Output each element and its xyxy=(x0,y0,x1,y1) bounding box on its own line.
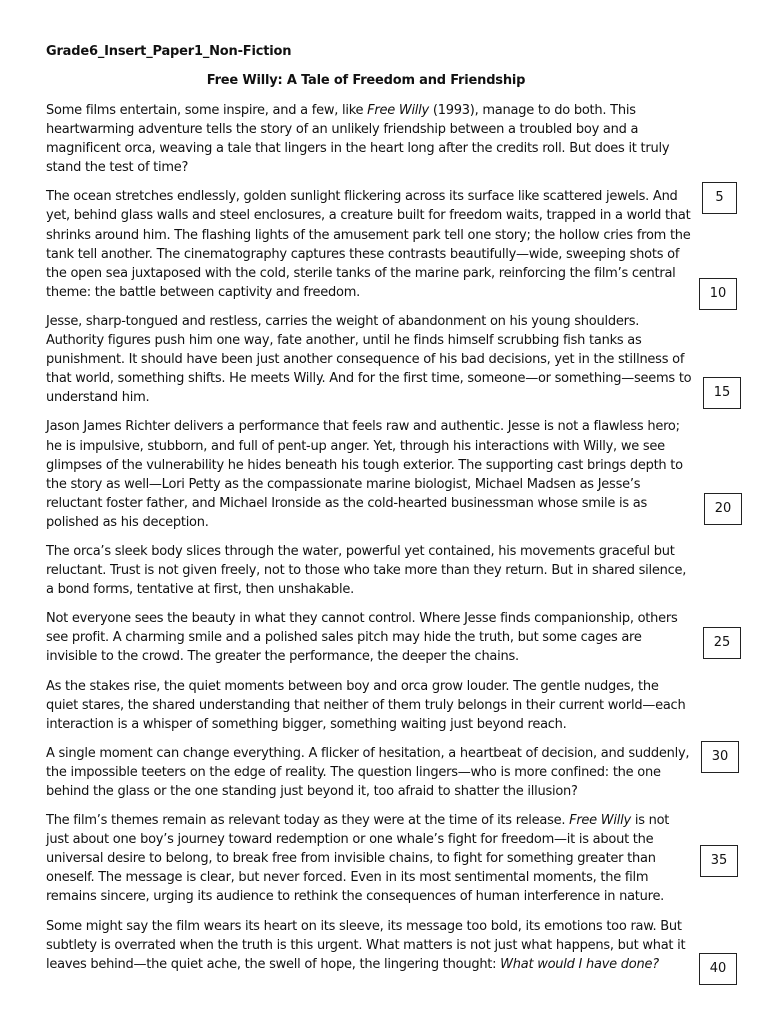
paragraph-9-text-start: The film’s themes remain as relevant today as they were at the time of its release. xyxy=(46,813,570,829)
paragraph-7: As the stakes rise, the quiet moments between boy and orca grow louder. The gentle nudges, the quiet stares, the shared understanding that neither of them truly belongs in their current world—each interaction is a whisper of something bigger, something waiting just beyond reach. xyxy=(46,678,686,732)
paragraph-1-text-end: (1993), manage to do both. This heartwarming adventure tells the story of an unlikely friendship between a troubled boy and a magnificent orca, weaving a tale that lingers in the heart long after the credits roll. But does it truly stand the test of time? xyxy=(46,103,670,176)
paragraph-10 xyxy=(46,917,692,974)
paragraph-6: Not everyone sees the beauty in what they cannot control. Where Jesse finds companionship, others see profit. A charming smile and a polished sales pitch may hide the truth, but some cages are invisible to the crowd. The greater the performance, the deeper the chains. xyxy=(46,611,678,665)
line-number-box: 35 xyxy=(700,845,738,877)
line-number-box: 20 xyxy=(704,493,742,525)
paragraph-10-text-start: Some might say the film wears its heart on its sleeve, its message too bold, its emotions too raw. But subtlety is overrated when the truth is this urgent. What matters is not just what happens, but what it leaves behind—the quiet ache, the swell of hope, the lingering thought: xyxy=(46,918,686,972)
article-title: Free Willy: A Tale of Freedom and Friendship xyxy=(206,73,526,88)
paragraph-9-text-end: is not just about one boy’s journey toward redemption or one whale’s fight for freedom—it is about the universal desire to belong, to break free from invisible chains, to fight for something greater than oneself. The message is clear, but never forced. Even in its most sentimental moments, the film remains sincere, urging its audience to rethink the consequences of human interference in nature. xyxy=(46,813,670,905)
line-number-box: 30 xyxy=(701,741,739,773)
paragraph-5: The orca’s sleek body slices through the water, powerful yet contained, his movements graceful but reluctant. Trust is not given freely, not to those who take more than they return. But in shared silence, a bond forms, tentative at first, then unshakable. xyxy=(46,543,687,598)
film-title-italic: Free Willy xyxy=(367,103,429,118)
paragraph-9 xyxy=(46,811,692,906)
line-number-box: 10 xyxy=(699,278,737,310)
line-number-box: 5 xyxy=(702,182,737,214)
article-body xyxy=(46,101,692,984)
paragraph-8: A single moment can change everything. A flicker of hesitation, a heartbeat of decision, and suddenly, the impossible teeters on the edge of reality. The question lingers—who is more confined: the one behind the glass or the one standing just beyond it, too afraid to shatter the illusion? xyxy=(46,745,690,799)
document-header-id: Grade6_Insert_Paper1_Non-Fiction xyxy=(46,44,292,59)
film-title-italic: Free Willy xyxy=(569,813,631,829)
paragraph-1 xyxy=(46,101,692,177)
line-number-box: 40 xyxy=(699,953,737,985)
paragraph-2: The ocean stretches endlessly, golden sunlight flickering across its surface like scattered jewels. And yet, behind glass walls and steel enclosures, a creature built for freedom waits, trapped in a world that shrinks around him. The flashing lights of the amusement park tell one story; the hollow cries from the tank tell another. The cinematography captures these contrasts beautifully—wide, sweeping shots of the open sea juxtaposed with the cold, sterile tanks of the marine park, reinforcing the film’s central theme: the battle between captivity and freedom. xyxy=(46,189,691,300)
paragraph-4: Jason James Richter delivers a performance that feels raw and authentic. Jesse is not a flawless hero; he is impulsive, stubborn, and full of pent-up anger. Yet, through his interactions with Willy, we see glimpses of the vulnerability he hides beneath his tough exterior. The supporting cast brings depth to the story as well—Lori Petty as the compassionate marine biologist, Michael Madsen as Jesse’s reluctant foster father, and Michael Ironside as the cold-hearted businessman whose smile is as polished as his deception. xyxy=(46,419,683,530)
line-number-box: 15 xyxy=(703,377,741,409)
line-number-box: 25 xyxy=(703,627,741,659)
paragraph-3: Jesse, sharp-tongued and restless, carries the weight of abandonment on his young shoulders. Authority figures push him one way, fate another, until he finds himself scrubbing fish tanks as punishment. It should have been just another consequence of his bad decisions, yet in the stillness of that world, something shifts. He meets Willy. And for the first time, someone—or something—seems to understand him. xyxy=(46,313,692,406)
closing-question-italic: What would I have done? xyxy=(500,956,659,972)
paragraph-1-text-start: Some films entertain, some inspire, and a few, like xyxy=(46,103,368,118)
